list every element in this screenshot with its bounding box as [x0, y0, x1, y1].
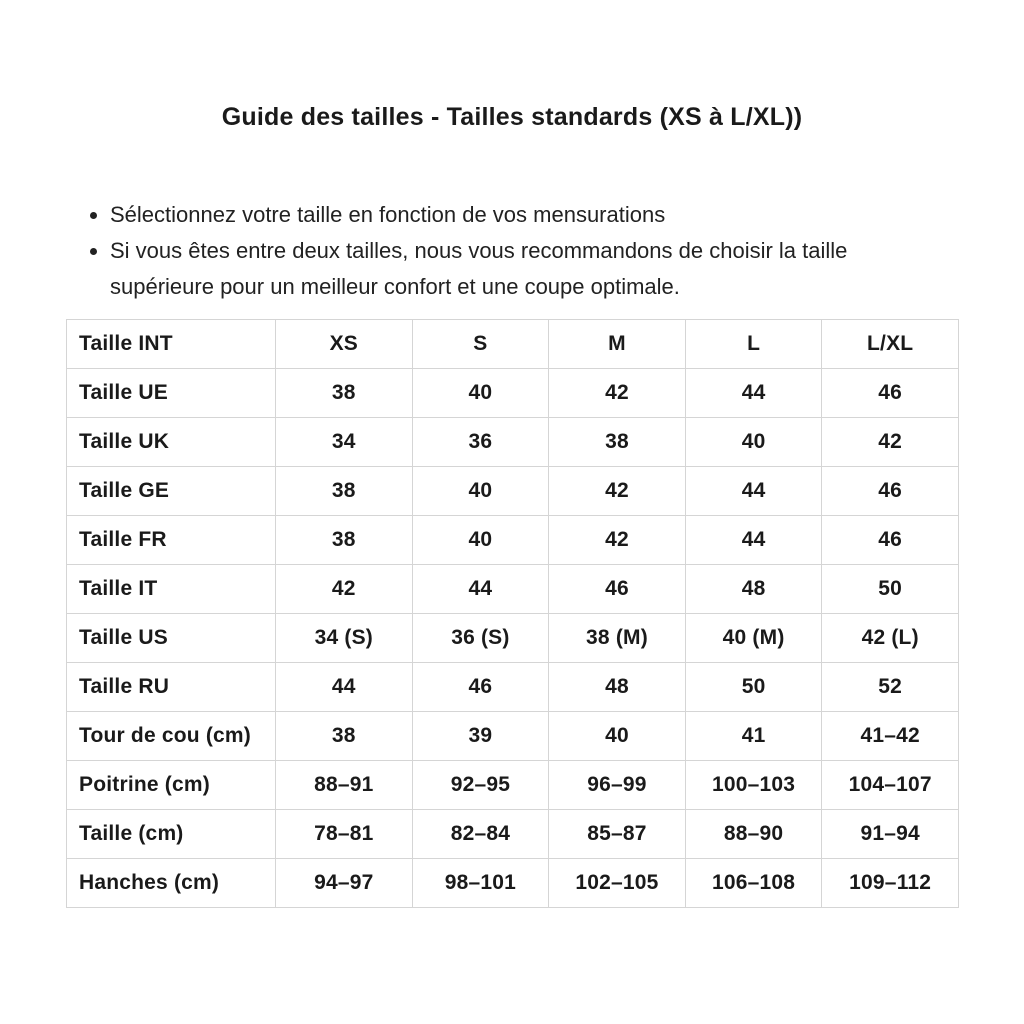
size-table-size-header: S — [412, 320, 549, 369]
size-table-value-cell: 44 — [685, 516, 822, 565]
size-table-value-cell: 44 — [685, 467, 822, 516]
size-table-row — [67, 761, 959, 810]
note-item: • Si vous êtes entre deux tailles, nous vous recommandons de choisir la taille supérieure pour un meilleur confort et une coupe optimale. — [110, 233, 942, 305]
size-table-size-header: L — [685, 320, 822, 369]
size-table-value-cell: 41 — [685, 712, 822, 761]
size-table-row-label: Taille US — [67, 614, 276, 663]
size-table-row-label: Taille GE — [67, 467, 276, 516]
size-table-value-cell: 48 — [549, 663, 686, 712]
page-title: Guide des tailles - Tailles standards (XS à L/XL)) — [221, 103, 803, 131]
size-table-row — [67, 418, 959, 467]
size-table-value-cell: 44 — [412, 565, 549, 614]
size-table-value-cell: 42 — [276, 565, 413, 614]
size-table-row — [67, 712, 959, 761]
size-table — [66, 319, 959, 908]
size-table-value-cell: 44 — [685, 369, 822, 418]
size-table-header-row — [67, 320, 959, 369]
size-table-row-label: Taille UK — [67, 418, 276, 467]
size-table-value-cell: 38 — [549, 418, 686, 467]
size-table-value-cell: 82–84 — [412, 810, 549, 859]
size-table-value-cell: 46 — [822, 516, 959, 565]
size-table-value-cell: 46 — [822, 369, 959, 418]
size-table-value-cell: 50 — [822, 565, 959, 614]
size-table-row-label: Taille IT — [67, 565, 276, 614]
size-table-body — [67, 369, 959, 908]
size-table-value-cell: 109–112 — [822, 859, 959, 908]
size-table-value-cell: 88–91 — [276, 761, 413, 810]
size-table-value-cell: 78–81 — [276, 810, 413, 859]
size-table-value-cell: 85–87 — [549, 810, 686, 859]
size-table-value-cell: 39 — [412, 712, 549, 761]
size-table-row-label: Taille FR — [67, 516, 276, 565]
size-table-row — [67, 369, 959, 418]
size-table-value-cell: 104–107 — [822, 761, 959, 810]
size-table-value-cell: 46 — [822, 467, 959, 516]
size-table-row — [67, 516, 959, 565]
size-table-row — [67, 614, 959, 663]
size-table-value-cell: 42 — [822, 418, 959, 467]
size-table-value-cell: 91–94 — [822, 810, 959, 859]
size-table-value-cell: 40 — [549, 712, 686, 761]
note-item: • Sélectionnez votre taille en fonction de vos mensurations — [110, 197, 942, 233]
size-table-value-cell: 41–42 — [822, 712, 959, 761]
size-table-value-cell: 40 — [412, 516, 549, 565]
size-table-value-cell: 38 — [276, 712, 413, 761]
size-table-row — [67, 565, 959, 614]
size-table-value-cell: 106–108 — [685, 859, 822, 908]
size-table-value-cell: 40 — [412, 369, 549, 418]
size-table-value-cell: 102–105 — [549, 859, 686, 908]
size-table-value-cell: 38 — [276, 369, 413, 418]
size-table-value-cell: 42 (L) — [822, 614, 959, 663]
size-table-size-header: XS — [276, 320, 413, 369]
size-table-value-cell: 88–90 — [685, 810, 822, 859]
size-table-value-cell: 34 (S) — [276, 614, 413, 663]
size-table-value-cell: 38 — [276, 467, 413, 516]
size-table-value-cell: 46 — [549, 565, 686, 614]
size-table-value-cell: 44 — [276, 663, 413, 712]
notes-list — [90, 197, 942, 305]
size-table-value-cell: 36 — [412, 418, 549, 467]
size-table-value-cell: 92–95 — [412, 761, 549, 810]
size-table-value-cell: 42 — [549, 369, 686, 418]
size-table-row-label: Poitrine (cm) — [67, 761, 276, 810]
size-table-value-cell: 34 — [276, 418, 413, 467]
size-table-row-label: Taille (cm) — [67, 810, 276, 859]
size-table-value-cell: 40 — [685, 418, 822, 467]
size-table-value-cell: 40 — [412, 467, 549, 516]
size-table-size-header: L/XL — [822, 320, 959, 369]
size-table-value-cell: 50 — [685, 663, 822, 712]
size-table-value-cell: 98–101 — [412, 859, 549, 908]
size-table-row — [67, 663, 959, 712]
size-table-row — [67, 859, 959, 908]
size-table-value-cell: 40 (M) — [685, 614, 822, 663]
size-table-row — [67, 467, 959, 516]
size-table-value-cell: 36 (S) — [412, 614, 549, 663]
size-table-value-cell: 38 — [276, 516, 413, 565]
size-table-row — [67, 810, 959, 859]
size-table-value-cell: 38 (M) — [549, 614, 686, 663]
size-table-value-cell: 48 — [685, 565, 822, 614]
size-table-row-label: Taille UE — [67, 369, 276, 418]
size-table-value-cell: 42 — [549, 467, 686, 516]
size-table-label-header: Taille INT — [67, 320, 276, 369]
size-table-row-label: Tour de cou (cm) — [67, 712, 276, 761]
size-table-row-label: Hanches (cm) — [67, 859, 276, 908]
size-table-value-cell: 52 — [822, 663, 959, 712]
size-table-value-cell: 100–103 — [685, 761, 822, 810]
size-table-value-cell: 42 — [549, 516, 686, 565]
size-table-value-cell: 46 — [412, 663, 549, 712]
size-table-size-header: M — [549, 320, 686, 369]
size-table-row-label: Taille RU — [67, 663, 276, 712]
size-table-value-cell: 94–97 — [276, 859, 413, 908]
size-table-value-cell: 96–99 — [549, 761, 686, 810]
